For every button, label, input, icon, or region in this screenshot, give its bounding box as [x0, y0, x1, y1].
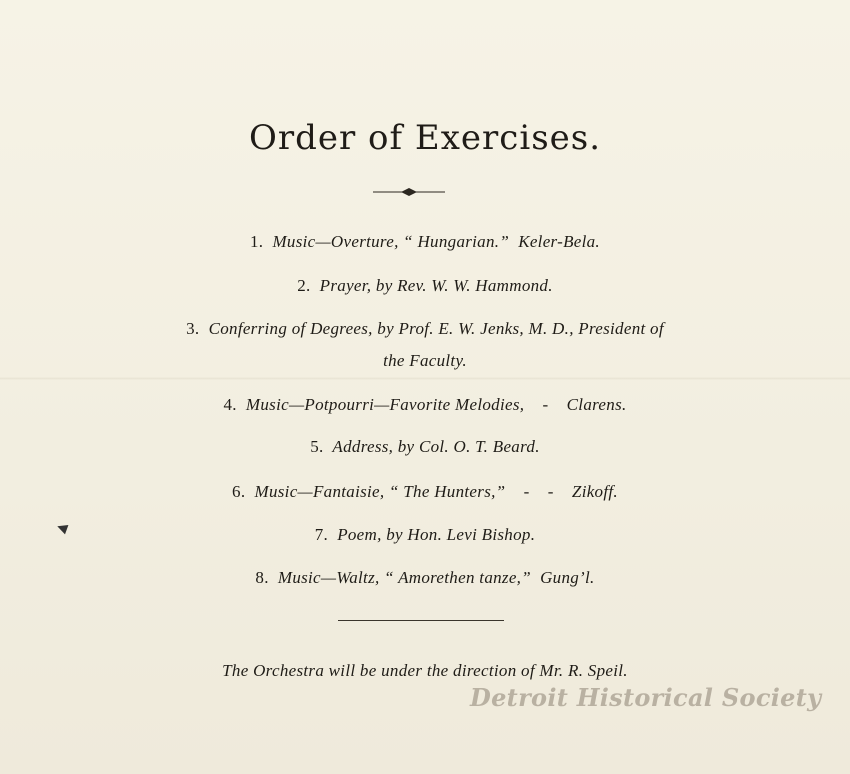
- program-item-6: 6. Music—Fantaisie, “ The Hunters,” - - Zikoff.: [232, 482, 618, 501]
- program-item-5: 5. Address, by Col. O. T. Beard.: [310, 437, 540, 456]
- program-item-1: 1. Music—Overture, “ Hungarian.” Keler-Bela.: [250, 232, 600, 251]
- page-fold: [0, 377, 850, 380]
- ornament-divider: [373, 185, 445, 199]
- watermark: Detroit Historical Society: [470, 683, 822, 712]
- program-item-2: 2. Prayer, by Rev. W. W. Hammond.: [297, 276, 553, 295]
- program-item-7: 7. Poem, by Hon. Levi Bishop.: [314, 525, 536, 544]
- page-title: Order of Exercises.: [248, 118, 602, 158]
- orchestra-note: The Orchestra will be under the direction of Mr. R. Speil.: [222, 661, 628, 680]
- divider-rule: [338, 620, 504, 621]
- program-item-3: 3. Conferring of Degrees, by Prof. E. W. Jenks, M. D., President of: [186, 319, 664, 338]
- program-item-4: 4. Music—Potpourri—Favorite Melodies, - Clarens.: [223, 395, 627, 414]
- program-item-3-continued: the Faculty.: [383, 351, 467, 370]
- program-item-8: 8. Music—Waltz, “ Amorethen tanze,” Gung’l.: [255, 568, 595, 587]
